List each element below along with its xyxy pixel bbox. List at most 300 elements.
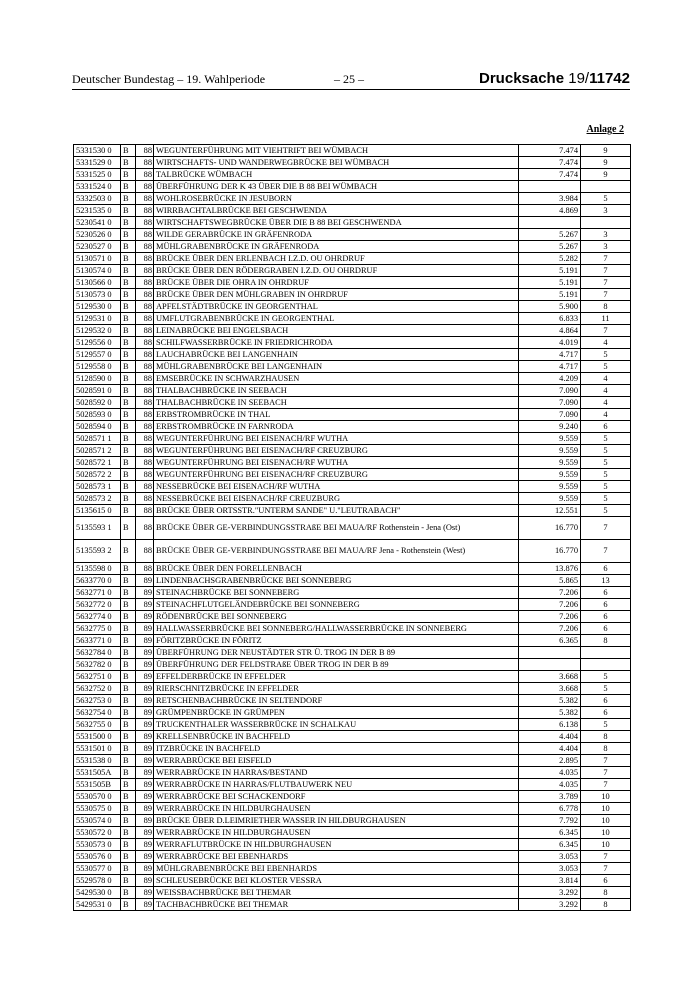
value-cell: 3.053	[519, 863, 581, 875]
bridge-name-cell: BRÜCKE ÜBER GE-VERBINDUNGSSTRAßE BEI MAUA/RF Jena - Rothenstein (West)	[154, 540, 519, 563]
road-number-cell: 89	[136, 887, 154, 899]
count-cell: 10	[581, 815, 631, 827]
road-type-cell: B	[121, 563, 136, 575]
count-cell: 8	[581, 887, 631, 899]
road-type-cell: B	[121, 779, 136, 791]
count-cell: 4	[581, 385, 631, 397]
road-number-cell: 88	[136, 421, 154, 433]
table-row	[74, 325, 631, 337]
road-type-cell: B	[121, 827, 136, 839]
count-cell: 10	[581, 839, 631, 851]
count-cell: 7	[581, 265, 631, 277]
road-type-cell: B	[121, 517, 136, 540]
count-cell: 7	[581, 755, 631, 767]
road-number-cell: 89	[136, 851, 154, 863]
road-number-cell: 88	[136, 517, 154, 540]
bridge-name-cell: LEINABRÜCKE BEI ENGELSBACH	[154, 325, 519, 337]
table-row	[74, 265, 631, 277]
count-cell: 7	[581, 253, 631, 265]
bridge-name-cell: ITZBRÜCKE IN BACHFELD	[154, 743, 519, 755]
bridge-id-cell: 5632782 0	[74, 659, 121, 671]
value-cell: 4.404	[519, 731, 581, 743]
table-row	[74, 659, 631, 671]
bridge-name-cell: RÖDENBRÜCKE BEI SONNEBERG	[154, 611, 519, 623]
bridge-name-cell: WEGUNTERFÜHRUNG BEI EISENACH/RF CREUZBURG	[154, 445, 519, 457]
count-cell: 7	[581, 767, 631, 779]
road-type-cell: B	[121, 301, 136, 313]
road-number-cell: 89	[136, 671, 154, 683]
value-cell: 12.551	[519, 505, 581, 517]
bridge-name-cell: KRELLSENBRÜCKE IN BACHFELD	[154, 731, 519, 743]
table-row	[74, 217, 631, 229]
road-type-cell: B	[121, 683, 136, 695]
bridge-name-cell: WIRRBACHTALBRÜCKE BEI GESCHWENDA	[154, 205, 519, 217]
count-cell: 7	[581, 277, 631, 289]
bridge-name-cell: NESSEBRÜCKE BEI EISENACH/RF WUTHA	[154, 481, 519, 493]
value-cell: 4.717	[519, 361, 581, 373]
table-row	[74, 695, 631, 707]
bridge-id-cell: 5129531 0	[74, 313, 121, 325]
value-cell: 2.895	[519, 755, 581, 767]
value-cell: 7.206	[519, 623, 581, 635]
road-number-cell: 89	[136, 875, 154, 887]
value-cell: 7.090	[519, 385, 581, 397]
table-row	[74, 385, 631, 397]
bridge-name-cell: WEISSBACHBRÜCKE BEI THEMAR	[154, 887, 519, 899]
value-cell: 9.559	[519, 481, 581, 493]
road-type-cell: B	[121, 707, 136, 719]
value-cell: 16.770	[519, 517, 581, 540]
bridge-table	[73, 144, 631, 911]
road-type-cell: B	[121, 481, 136, 493]
bridge-name-cell: MÜHLGRABENBRÜCKE BEI LANGENHAIN	[154, 361, 519, 373]
table-row	[74, 707, 631, 719]
road-number-cell: 89	[136, 575, 154, 587]
road-number-cell: 89	[136, 623, 154, 635]
road-type-cell: B	[121, 731, 136, 743]
road-number-cell: 89	[136, 815, 154, 827]
count-cell: 5	[581, 361, 631, 373]
bridge-id-cell: 5531505B	[74, 779, 121, 791]
road-type-cell: B	[121, 803, 136, 815]
count-cell: 7	[581, 851, 631, 863]
road-type-cell: B	[121, 875, 136, 887]
value-cell	[519, 181, 581, 193]
road-number-cell: 88	[136, 169, 154, 181]
table-row	[74, 575, 631, 587]
road-number-cell: 89	[136, 743, 154, 755]
value-cell: 4.864	[519, 325, 581, 337]
count-cell: 4	[581, 397, 631, 409]
road-number-cell: 89	[136, 707, 154, 719]
road-number-cell: 88	[136, 373, 154, 385]
table-row	[74, 791, 631, 803]
table-row	[74, 457, 631, 469]
value-cell: 4.717	[519, 349, 581, 361]
road-number-cell: 88	[136, 301, 154, 313]
table-row	[74, 433, 631, 445]
road-type-cell: B	[121, 647, 136, 659]
bridge-name-cell: WERRABRÜCKE BEI EISFELD	[154, 755, 519, 767]
road-number-cell: 88	[136, 445, 154, 457]
value-cell: 9.559	[519, 457, 581, 469]
bridge-id-cell: 5632754 0	[74, 707, 121, 719]
table-row	[74, 899, 631, 911]
bridge-name-cell: WERRABRÜCKE IN HARRAS/BESTAND	[154, 767, 519, 779]
value-cell: 3.292	[519, 899, 581, 911]
value-cell: 7.474	[519, 157, 581, 169]
road-type-cell: B	[121, 755, 136, 767]
bridge-name-cell: THALBACHBRÜCKE IN SEEBACH	[154, 385, 519, 397]
value-cell: 7.474	[519, 169, 581, 181]
bridge-name-cell: RETSCHENBACHBRÜCKE IN SELTENDORF	[154, 695, 519, 707]
bridge-name-cell: STEINACHBRÜCKE BEI SONNEBERG	[154, 587, 519, 599]
count-cell: 6	[581, 695, 631, 707]
table-row	[74, 205, 631, 217]
bridge-id-cell: 5632775 0	[74, 623, 121, 635]
count-cell: 9	[581, 145, 631, 157]
table-row	[74, 683, 631, 695]
road-type-cell: B	[121, 493, 136, 505]
bridge-name-cell: RIERSCHNITZBRÜCKE IN EFFELDER	[154, 683, 519, 695]
road-type-cell: B	[121, 719, 136, 731]
count-cell: 5	[581, 469, 631, 481]
road-type-cell: B	[121, 205, 136, 217]
road-type-cell: B	[121, 469, 136, 481]
road-type-cell: B	[121, 575, 136, 587]
table-row	[74, 647, 631, 659]
table-row	[74, 481, 631, 493]
road-type-cell: B	[121, 623, 136, 635]
table-row	[74, 611, 631, 623]
road-number-cell: 89	[136, 599, 154, 611]
bridge-name-cell: UMFLUTGRABENBRÜCKE IN GEORGENTHAL	[154, 313, 519, 325]
road-number-cell: 89	[136, 611, 154, 623]
value-cell: 7.792	[519, 815, 581, 827]
bridge-id-cell: 5633770 0	[74, 575, 121, 587]
count-cell: 11	[581, 313, 631, 325]
value-cell: 3.292	[519, 887, 581, 899]
value-cell: 7.090	[519, 397, 581, 409]
bridge-name-cell: GRÜMPENBRÜCKE IN GRÜMPEN	[154, 707, 519, 719]
road-type-cell: B	[121, 743, 136, 755]
bridge-id-cell: 5135615 0	[74, 505, 121, 517]
bridge-id-cell: 5028573 1	[74, 481, 121, 493]
table-row	[74, 839, 631, 851]
bridge-name-cell: WERRAFLUTBRÜCKE IN HILDBURGHAUSEN	[154, 839, 519, 851]
road-type-cell: B	[121, 635, 136, 647]
count-cell: 8	[581, 731, 631, 743]
bridge-name-cell: STEINACHFLUTGELÄNDEBRÜCKE BEI SONNEBERG	[154, 599, 519, 611]
table-row	[74, 241, 631, 253]
page-header	[72, 70, 630, 88]
road-number-cell: 89	[136, 647, 154, 659]
bridge-id-cell: 5130571 0	[74, 253, 121, 265]
count-cell: 4	[581, 373, 631, 385]
road-number-cell: 88	[136, 157, 154, 169]
count-cell: 9	[581, 157, 631, 169]
table-row	[74, 181, 631, 193]
count-cell: 3	[581, 241, 631, 253]
count-cell: 3	[581, 229, 631, 241]
bridge-id-cell: 5129556 0	[74, 337, 121, 349]
road-number-cell: 88	[136, 361, 154, 373]
count-cell: 4	[581, 337, 631, 349]
road-type-cell: B	[121, 767, 136, 779]
road-type-cell: B	[121, 277, 136, 289]
road-number-cell: 88	[136, 193, 154, 205]
table-row	[74, 863, 631, 875]
road-number-cell: 89	[136, 839, 154, 851]
bridge-name-cell: WEGUNTERFÜHRUNG MIT VIEHTRIFT BEI WÜMBACH	[154, 145, 519, 157]
value-cell: 5.191	[519, 289, 581, 301]
bridge-name-cell: WIRTSCHAFTSWEGBRÜCKE ÜBER DIE B 88 BEI GESCHWENDA	[154, 217, 519, 229]
bridge-name-cell: SCHLEUSEBRÜCKE BEI KLOSTER VESSRA	[154, 875, 519, 887]
bridge-id-cell: 5028573 2	[74, 493, 121, 505]
count-cell: 5	[581, 445, 631, 457]
bridge-name-cell: WEGUNTERFÜHRUNG BEI EISENACH/RF CREUZBURG	[154, 469, 519, 481]
count-cell: 8	[581, 635, 631, 647]
table-row	[74, 421, 631, 433]
road-number-cell: 88	[136, 217, 154, 229]
bridge-id-cell: 5028592 0	[74, 397, 121, 409]
road-type-cell: B	[121, 587, 136, 599]
table-row	[74, 887, 631, 899]
count-cell: 5	[581, 505, 631, 517]
road-number-cell: 88	[136, 457, 154, 469]
road-type-cell: B	[121, 791, 136, 803]
table-row	[74, 803, 631, 815]
bridge-name-cell: MÜHLGRABENBRÜCKE IN GRÄFENRODA	[154, 241, 519, 253]
bridge-id-cell: 5632784 0	[74, 647, 121, 659]
count-cell: 7	[581, 540, 631, 563]
count-cell: 7	[581, 517, 631, 540]
road-type-cell: B	[121, 373, 136, 385]
bridge-id-cell: 5331525 0	[74, 169, 121, 181]
table-row	[74, 743, 631, 755]
value-cell: 3.814	[519, 875, 581, 887]
bridge-id-cell: 5135593 1	[74, 517, 121, 540]
table-row	[74, 397, 631, 409]
value-cell: 9.559	[519, 445, 581, 457]
count-cell: 5	[581, 193, 631, 205]
bridge-id-cell: 5632771 0	[74, 587, 121, 599]
bridge-id-cell: 5530577 0	[74, 863, 121, 875]
count-cell	[581, 659, 631, 671]
bridge-id-cell: 5531500 0	[74, 731, 121, 743]
bridge-id-cell: 5130573 0	[74, 289, 121, 301]
value-cell: 4.209	[519, 373, 581, 385]
road-number-cell: 88	[136, 540, 154, 563]
road-number-cell: 88	[136, 313, 154, 325]
bridge-id-cell: 5028571 1	[74, 433, 121, 445]
road-number-cell: 89	[136, 791, 154, 803]
road-number-cell: 88	[136, 505, 154, 517]
value-cell	[519, 647, 581, 659]
count-cell: 6	[581, 599, 631, 611]
count-cell	[581, 647, 631, 659]
road-type-cell: B	[121, 659, 136, 671]
bridge-name-cell: NESSEBRÜCKE BEI EISENACH/RF CREUZBURG	[154, 493, 519, 505]
road-number-cell: 88	[136, 349, 154, 361]
value-cell: 5.382	[519, 707, 581, 719]
road-number-cell: 89	[136, 587, 154, 599]
road-number-cell: 89	[136, 767, 154, 779]
road-number-cell: 88	[136, 205, 154, 217]
bridge-name-cell: ERBSTROMBRÜCKE IN THAL	[154, 409, 519, 421]
road-number-cell: 88	[136, 563, 154, 575]
bridge-name-cell: LINDENBACHSGRABENBRÜCKE BEI SONNEBERG	[154, 575, 519, 587]
bridge-id-cell: 5028572 1	[74, 457, 121, 469]
value-cell: 5.382	[519, 695, 581, 707]
count-cell: 6	[581, 587, 631, 599]
road-type-cell: B	[121, 815, 136, 827]
road-number-cell: 89	[136, 719, 154, 731]
table-row	[74, 563, 631, 575]
value-cell: 6.833	[519, 313, 581, 325]
value-cell: 3.668	[519, 671, 581, 683]
road-number-cell: 88	[136, 493, 154, 505]
road-type-cell: B	[121, 505, 136, 517]
road-type-cell: B	[121, 265, 136, 277]
publication-title: Deutscher Bundestag – 19. Wahlperiode	[72, 72, 266, 86]
table-row	[74, 289, 631, 301]
bridge-id-cell: 5028593 0	[74, 409, 121, 421]
bridge-name-cell: WEGUNTERFÜHRUNG BEI EISENACH/RF WUTHA	[154, 457, 519, 469]
road-type-cell: B	[121, 611, 136, 623]
value-cell: 7.206	[519, 599, 581, 611]
road-number-cell: 89	[136, 635, 154, 647]
road-number-cell: 88	[136, 265, 154, 277]
road-number-cell: 88	[136, 289, 154, 301]
bridge-id-cell: 5129557 0	[74, 349, 121, 361]
bridge-name-cell: EFFELDERBRÜCKE IN EFFELDER	[154, 671, 519, 683]
road-type-cell: B	[121, 289, 136, 301]
bridge-name-cell: ÜBERFÜHRUNG DER NEUSTÄDTER STR Ü. TROG IN DER B 89	[154, 647, 519, 659]
table-row	[74, 827, 631, 839]
bridge-id-cell: 5028594 0	[74, 421, 121, 433]
table-row	[74, 540, 631, 563]
count-cell: 5	[581, 349, 631, 361]
bridge-name-cell: WIRTSCHAFTS- UND WANDERWEGBRÜCKE BEI WÜMBACH	[154, 157, 519, 169]
bridge-id-cell: 5530576 0	[74, 851, 121, 863]
bridge-id-cell: 5028591 0	[74, 385, 121, 397]
table-row	[74, 469, 631, 481]
value-cell: 9.240	[519, 421, 581, 433]
bridge-id-cell: 5028571 2	[74, 445, 121, 457]
road-number-cell: 89	[136, 827, 154, 839]
road-type-cell: B	[121, 145, 136, 157]
value-cell	[519, 659, 581, 671]
bridge-name-cell: BRÜCKE ÜBER DEN RÖDERGRABEN I.Z.D. OU OHRDRUF	[154, 265, 519, 277]
road-type-cell: B	[121, 181, 136, 193]
bridge-name-cell: BRÜCKE ÜBER GE-VERBINDUNGSSTRAßE BEI MAUA/RF Rothenstein - Jena (Ost)	[154, 517, 519, 540]
table-row	[74, 731, 631, 743]
table-row	[74, 409, 631, 421]
table-row	[74, 361, 631, 373]
road-type-cell: B	[121, 193, 136, 205]
bridge-id-cell: 5230527 0	[74, 241, 121, 253]
bridge-name-cell: EMSEBRÜCKE IN SCHWARZHAUSEN	[154, 373, 519, 385]
count-cell: 6	[581, 563, 631, 575]
header-rule	[72, 89, 630, 90]
bridge-id-cell: 5632755 0	[74, 719, 121, 731]
count-cell	[581, 181, 631, 193]
road-type-cell: B	[121, 409, 136, 421]
bridge-name-cell: ERBSTROMBRÜCKE IN FARNRODA	[154, 421, 519, 433]
count-cell: 5	[581, 493, 631, 505]
road-number-cell: 88	[136, 277, 154, 289]
value-cell: 3.789	[519, 791, 581, 803]
bridge-id-cell: 5530575 0	[74, 803, 121, 815]
count-cell: 5	[581, 433, 631, 445]
value-cell: 5.282	[519, 253, 581, 265]
bridge-id-cell: 5128590 0	[74, 373, 121, 385]
count-cell: 6	[581, 611, 631, 623]
bridge-name-cell: LAUCHABRÜCKE BEI LANGENHAIN	[154, 349, 519, 361]
road-type-cell: B	[121, 540, 136, 563]
value-cell: 5.191	[519, 265, 581, 277]
value-cell: 4.019	[519, 337, 581, 349]
bridge-name-cell: WILDE GERABRÜCKE IN GRÄFENRODA	[154, 229, 519, 241]
road-number-cell: 89	[136, 683, 154, 695]
count-cell: 8	[581, 899, 631, 911]
bridge-name-cell: FÖRITZBRÜCKE IN FÖRITZ	[154, 635, 519, 647]
bridge-id-cell: 5331524 0	[74, 181, 121, 193]
bridge-name-cell: MÜHLGRABENBRÜCKE BEI EBENHARDS	[154, 863, 519, 875]
bridge-id-cell: 5530572 0	[74, 827, 121, 839]
table-row	[74, 599, 631, 611]
count-cell: 6	[581, 421, 631, 433]
road-number-cell: 89	[136, 803, 154, 815]
table-row	[74, 767, 631, 779]
table-row	[74, 493, 631, 505]
table-row	[74, 253, 631, 265]
table-row	[74, 517, 631, 540]
bridge-id-cell: 5531538 0	[74, 755, 121, 767]
road-type-cell: B	[121, 899, 136, 911]
value-cell: 4.035	[519, 767, 581, 779]
bridge-id-cell: 5632752 0	[74, 683, 121, 695]
road-number-cell: 88	[136, 253, 154, 265]
bridge-id-cell: 5129532 0	[74, 325, 121, 337]
bridge-name-cell: WERRABRÜCKE BEI EBENHARDS	[154, 851, 519, 863]
road-type-cell: B	[121, 887, 136, 899]
table-row	[74, 815, 631, 827]
count-cell: 9	[581, 169, 631, 181]
bridge-id-cell: 5429530 0	[74, 887, 121, 899]
road-type-cell: B	[121, 253, 136, 265]
bridge-id-cell: 5331530 0	[74, 145, 121, 157]
document-number-prefix: 19/	[568, 70, 590, 87]
value-cell: 5.865	[519, 575, 581, 587]
road-type-cell: B	[121, 313, 136, 325]
count-cell: 10	[581, 791, 631, 803]
road-number-cell: 88	[136, 385, 154, 397]
value-cell: 4.869	[519, 205, 581, 217]
bridge-name-cell: WERRABRÜCKE IN HILDBURGHAUSEN	[154, 803, 519, 815]
value-cell: 3.668	[519, 683, 581, 695]
count-cell: 13	[581, 575, 631, 587]
road-number-cell: 88	[136, 241, 154, 253]
count-cell: 7	[581, 325, 631, 337]
count-cell: 4	[581, 409, 631, 421]
road-number-cell: 89	[136, 659, 154, 671]
bridge-id-cell: 5028572 2	[74, 469, 121, 481]
road-type-cell: B	[121, 337, 136, 349]
count-cell: 5	[581, 719, 631, 731]
bridge-name-cell: TRUCKENTHALER WASSERBRÜCKE IN SCHALKAU	[154, 719, 519, 731]
